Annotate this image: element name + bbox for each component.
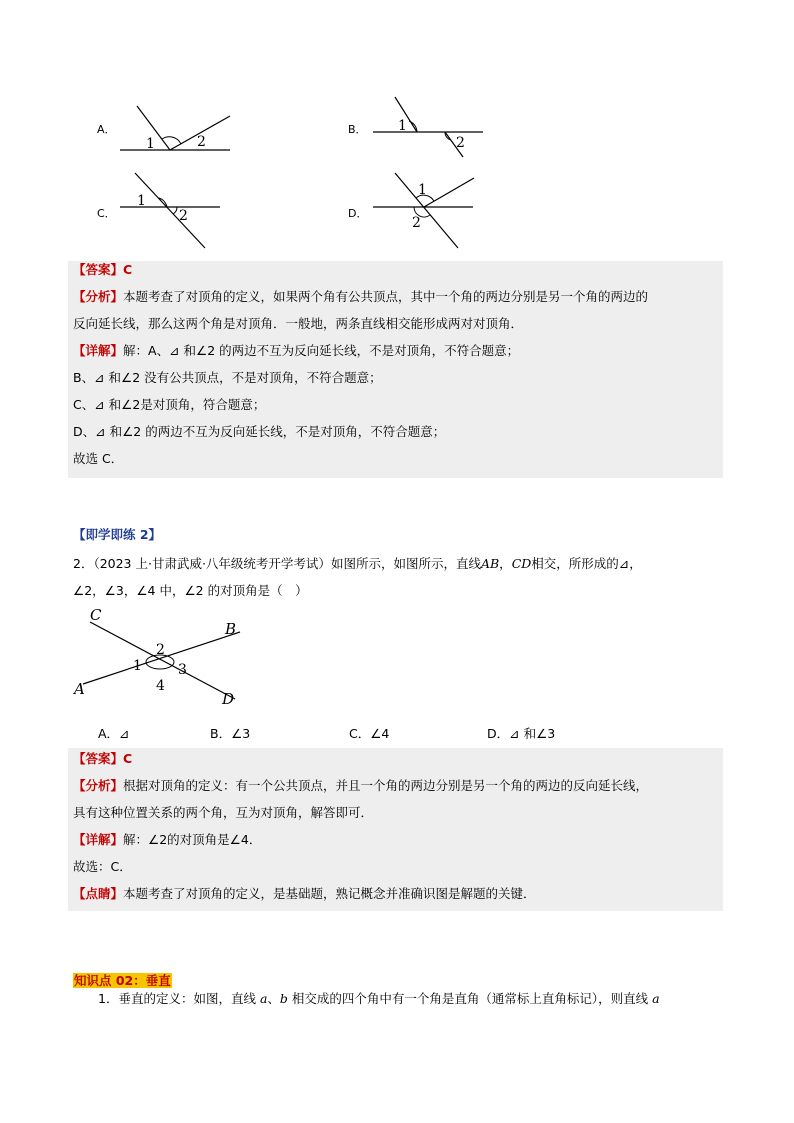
angle2-label: 2 [179,208,188,224]
angle2-label: 2 [156,642,165,658]
detail-tag: 【详解】 [73,343,124,358]
question-2-line-1 [73,555,642,573]
note-text: 本题考查了对顶角的定义，是基础题，熟记概念并准确识图是解题的关键． [123,886,536,901]
angle1-label: 1 [398,118,407,134]
analysis-tag: 【分析】 [73,778,124,793]
option-d[interactable]: D．⊿ 和∠3 [487,726,556,741]
q2-analysis-line-1 [73,777,648,795]
figure-intersecting-lines [70,604,250,712]
analysis-text: 本题考查了对顶角的定义，如果两个角有公共顶点，其中一个角的两边分别是另一个角的两边的 [123,289,649,304]
detail-text: 解：A、⊿ 和∠2 的两边不互为反向延长线，不是对顶角，不符合题意； [123,343,520,358]
option-c-letter: C． [97,207,116,220]
answer-tag: 【答案】 [73,751,124,766]
angle2-label: 2 [197,134,206,150]
line-b-label: b [279,991,288,1006]
q1-detail-line-4: D、⊿ 和∠2 的两边不互为反向延长线，不是对顶角，不符合题意； [73,424,446,439]
q2-detail-line [73,831,261,849]
q1-analysis-line-2: 反向延长线，那么这两个角是对顶角．一般地，两条直线相交能形成两对对顶角． [73,316,524,331]
line-a-label: a [259,991,268,1006]
option-b-letter: B． [348,123,367,136]
question-number: 2． [73,556,94,571]
analysis-tag: 【分析】 [73,289,124,304]
definition-text: 1．垂直的定义：如图，直线 [98,991,260,1006]
point-c-label: C [90,606,102,624]
question-comma: ， [499,556,512,571]
point-a-label: A [74,680,85,698]
option-c[interactable]: C．∠4 [349,726,390,741]
question-2-line-2: ∠2，∠3，∠4 中，∠2 的对顶角是（ ） [73,583,308,598]
knowledge-point-label: 知识点 02：垂直 [74,973,171,988]
separator: 、 [267,991,280,1006]
option-b[interactable]: B．∠3 [210,726,251,741]
angle2-label: 2 [456,135,465,151]
angle4-label: 4 [156,678,165,694]
answer-value: C [123,751,133,766]
figure-option-b [365,92,490,162]
section-title: 【即学即练 2】 [73,527,162,542]
option-d-letter: D． [348,207,368,220]
q1-analysis-line-1 [73,288,648,306]
q2-analysis-line-2: 具有这种位置关系的两个角，互为对顶角，解答即可． [73,805,374,820]
line-a-label-2: a [652,991,660,1006]
q2-conclusion: 故选：C． [73,859,132,874]
knowledge-definition [98,990,660,1008]
definition-text-2: 相交成的四个角中有一个角是直角（通常标上直角标记），则直线 [287,991,653,1006]
answer-tag: 【答案】 [73,262,124,277]
q2-note-line [73,885,536,903]
angle1-label: 1 [133,658,142,674]
q1-detail-line-3: C、⊿ 和∠2是对顶角，符合题意； [73,397,266,412]
angle1-label: 1 [146,136,155,152]
analysis-text: 根据对顶角的定义：有一个公共顶点，并且一个角的两边分别是另一个角的两边的反向延长线， [123,778,649,793]
angle2-label: 2 [412,215,421,231]
point-d-label: D [222,690,235,708]
answer-value: C [123,262,133,277]
q1-conclusion: 故选 C． [73,451,124,466]
figure-option-a [115,98,245,158]
point-b-label: B [225,620,237,638]
line-ab-label: AB [480,556,500,571]
figure-option-d [368,170,478,252]
option-a-letter: A． [97,123,116,136]
angle3-label: 3 [178,662,187,678]
detail-tag: 【详解】 [73,832,124,847]
knowledge-point-heading [73,972,172,990]
note-tag: 【点睛】 [73,886,124,901]
question-text: 如图所示，如图所示，直线 [330,556,481,571]
line-cd-label: CD [511,556,532,571]
question-text-2: 相交，所形成的⊿， [531,556,642,571]
q1-detail-line-2: B、⊿ 和∠2 没有公共顶点，不是对顶角，不符合题意； [73,370,382,385]
q2-answer-line [73,750,132,768]
q1-answer-line [73,261,132,279]
angle1-label: 1 [137,193,146,209]
question-source: （2023 上·甘肃武威·八年级统考开学考试） [93,556,331,571]
angle1-label: 1 [418,182,427,198]
figure-option-c [115,170,225,252]
q1-detail-line-1 [73,342,519,360]
option-a[interactable]: A．⊿ [98,726,130,741]
detail-text: 解：∠2的对顶角是∠4． [123,832,262,847]
